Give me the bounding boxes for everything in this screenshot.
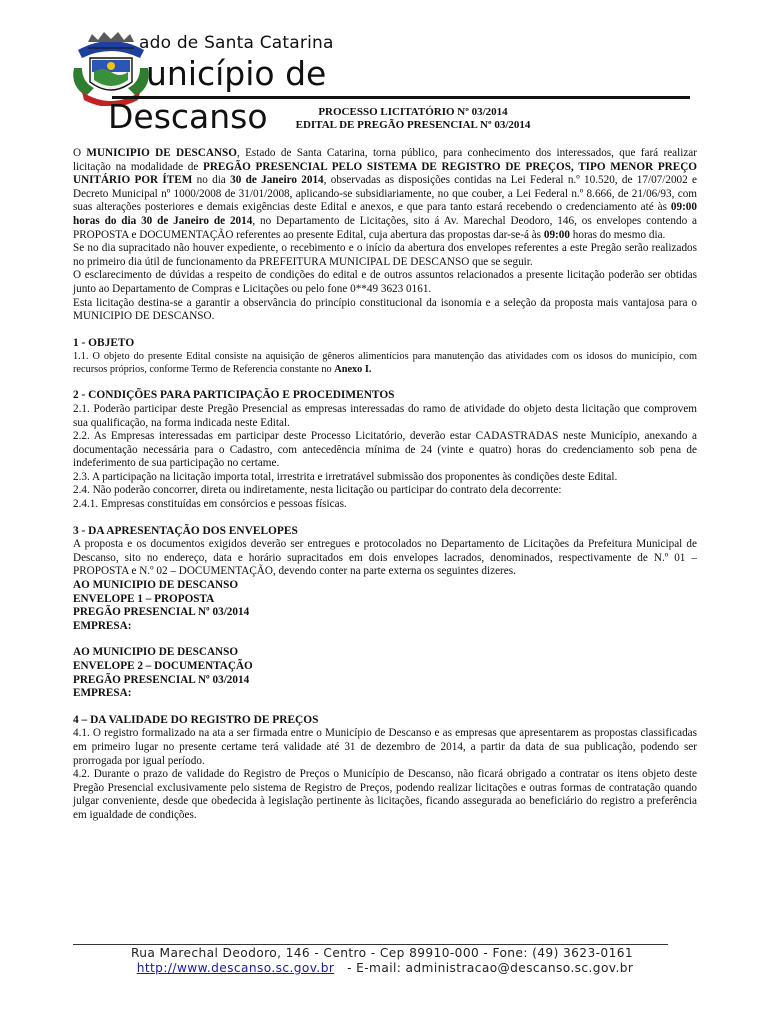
letterhead <box>0 0 770 140</box>
envelope-1-label <box>73 579 697 633</box>
envelope-line: EMPRESA: <box>73 687 132 700</box>
state-name: ado de Santa Catarina <box>139 33 334 53</box>
section-2-items <box>73 403 697 512</box>
process-number: PROCESSO LICITATÓRIO Nº 03/2014 <box>318 106 508 118</box>
envelope-line: EMPRESA: <box>73 619 132 632</box>
intro-section <box>73 147 697 324</box>
section-4-items <box>73 727 697 822</box>
clause-paragraph: 4.2. Durante o prazo de validade do Registro de Preços o Município de Descanso, não ficará obrigado a contratar os itens objeto deste Pregão Presencial exclusivamente pelo sistema de Registro de Preços, podendo realizar licitações e outras formas de contratação quando julgar conveniente, desde que obedecida à legislação pertinente às licitações, ficando assegurada ao beneficiário do registro a preferência em igualdade de condições. <box>73 768 697 821</box>
municipality-name-line1: unicípio de <box>146 54 327 93</box>
envelope-line: ENVELOPE 1 – PROPOSTA <box>73 592 215 605</box>
clause-paragraph: 2.4.1. Empresas constituídas em consórcios e pessoas físicas. <box>73 498 347 511</box>
footer-contact <box>0 961 770 976</box>
intro-paragraph: Esta licitação destina-se a garantir a observância do princípio constitucional da isonomia e a seleção da proposta mais vantajosa para o MUNICIPIO DE DESCANSO. <box>73 296 697 323</box>
footer-rule <box>73 944 668 945</box>
bold-run: 09:00 <box>543 228 570 241</box>
bold-run: 30 de Janeiro 2014 <box>230 174 324 187</box>
footer <box>0 946 770 976</box>
process-heading <box>0 106 770 132</box>
document-body <box>73 147 697 823</box>
footer-email: - E-mail: administracao@descanso.sc.gov.br <box>347 961 634 975</box>
envelope-line: AO MUNICIPIO DE DESCANSO <box>73 646 239 659</box>
intro-paragraph: O MUNICIPIO DE DESCANSO, Estado de Santa Catarina, torna público, para conhecimento dos interessados, que fará realizar licitação na modalidade de PREGÃO PRESENCIAL PELO SISTEMA DE REGISTRO DE PREÇOS, TIPO MENOR PREÇO UNITÁRIO POR ÍTEM no dia 30 de Janeiro 2014, observadas as disposições contidas na Lei Federal n.º 10.520, de 17/07/2002 e Decreto Municipal nº 1000/2008 de 31/01/2008, aplicando-se subsidiariamente, no que couber, a Lei Federal n.º 8.666, de 21/06/93, com suas alterações posteriores e demais exigências deste Edital e anexos, e que para tanto estará recebendo o credenciamento até às 09:00 horas do dia 30 de Janeiro de 2014, no Departamento de Licitações, sito á Av. Marechal Deodoro, 146, os envelopes contendo a PROPOSTA e DOCUMENTAÇÃO referentes ao presente Edital, cuja abertura das propostas dar-se-á às 09:00 horas do mesmo dia. <box>73 147 698 241</box>
envelope-line: PREGÃO PRESENCIAL Nº 03/2014 <box>73 673 250 686</box>
envelope-line: ENVELOPE 2 – DOCUMENTAÇÃO <box>73 660 253 672</box>
section-2-title: 2 - CONDIÇÕES PARA PARTICIPAÇÃO E PROCEDIMENTOS <box>73 389 395 402</box>
website-link[interactable]: http://www.descanso.sc.gov.br <box>136 961 335 975</box>
clause-paragraph: 2.2. As Empresas interessadas em participar deste Processo Licitatório, deverão estar CADASTRADAS neste Município, anexando a documentação necessária para o Cadastro, com antecedência mínima de 24 (vinte e quatro) horas do credenciamento sob pena de indeferimento de sua participação no certame. <box>73 430 697 470</box>
clause-paragraph: 4.1. O registro formalizado na ata a ser firmada entre o Município de Descanso e as empresas que apresentarem as propostas classificadas em primeiro lugar no presente certame terá validade até 31 de dezembro de 2014, a partir da data de sua publicação, podendo ser prorrogada por igual período. <box>73 727 697 767</box>
intro-paragraph: Se no dia supracitado não houver expediente, o recebimento e o início da abertura dos envelopes referentes a este Pregão serão realizados no primeiro dia útil de funcionamento da PREFEITURA MUNICIPAL DE DESCANSO que se seguir. <box>73 242 697 268</box>
clause-paragraph: 2.4. Não poderão concorrer, direta ou indiretamente, nesta licitação ou participar do contrato dela decorrente: <box>73 484 562 497</box>
section-3-title: 3 - DA APRESENTAÇÃO DOS ENVELOPES <box>73 524 298 537</box>
clause-paragraph: 2.3. A participação na licitação importa total, irrestrita e irretratável submissão dos proponentes às condições deste Edital. <box>73 470 618 483</box>
bold-run: MUNICIPIO DE DESCANSO <box>86 147 237 159</box>
footer-address: Rua Marechal Deodoro, 146 - Centro - Cep 89910-000 - Fone: (49) 3623-0161 <box>130 946 634 960</box>
intro-paragraph: O esclarecimento de dúvidas a respeito de condições do edital e de outros assuntos relacionados a presente licitação poderão ser obtidas junto ao Departamento de Compras e Licitações ou pelo fone 0**49 3623 0161. <box>73 269 697 295</box>
section-1-title: 1 - OBJETO <box>73 336 135 349</box>
envelope-line: PREGÃO PRESENCIAL Nº 03/2014 <box>73 606 250 619</box>
bold-run: PREGÃO PRESENCIAL PELO SISTEMA DE REGISTRO DE PREÇOS, TIPO MENOR PREÇO UNITÁRIO POR ÍTEM <box>73 160 697 187</box>
section-3-text: A proposta e os documentos exigidos deverão ser entregues e protocolados no Departamento de Licitações da Prefeitura Municipal de Descanso, sito no endereço, data e horário supracitados em dois envelopes lacrados, denominados, respectivamente de N.º 01 – PROPOSTA e N.º 02 – DOCUMENTAÇÃO, devendo conter na parte externa os seguintes dizeres. <box>73 538 697 578</box>
section-4-title: 4 – DA VALIDADE DO REGISTRO DE PREÇOS <box>73 713 319 726</box>
edital-number: EDITAL DE PREGÃO PRESENCIAL Nº 03/2014 <box>295 119 531 131</box>
section-1-text: 1.1. O objeto do presente Edital consiste na aquisição de gêneros alimentícios para manutenção das atividades com os idosos do município, com recursos próprios, conforme Termo de Referencia constante no Anexo I. <box>73 351 697 376</box>
bold-run: Anexo I. <box>334 364 372 376</box>
envelope-line: AO MUNICIPIO DE DESCANSO <box>73 579 239 592</box>
clause-paragraph: 2.1. Poderão participar deste Pregão Presencial as empresas interessadas do ramo de atividade do objeto desta licitação que comprovem sua qualificação, na forma indicada neste Edital. <box>73 402 697 429</box>
envelope-2-label <box>73 646 697 700</box>
municipality-name-line2: Descanso <box>108 97 268 136</box>
bold-run: 09:00 horas do dia 30 de Janeiro de 2014 <box>73 201 697 227</box>
